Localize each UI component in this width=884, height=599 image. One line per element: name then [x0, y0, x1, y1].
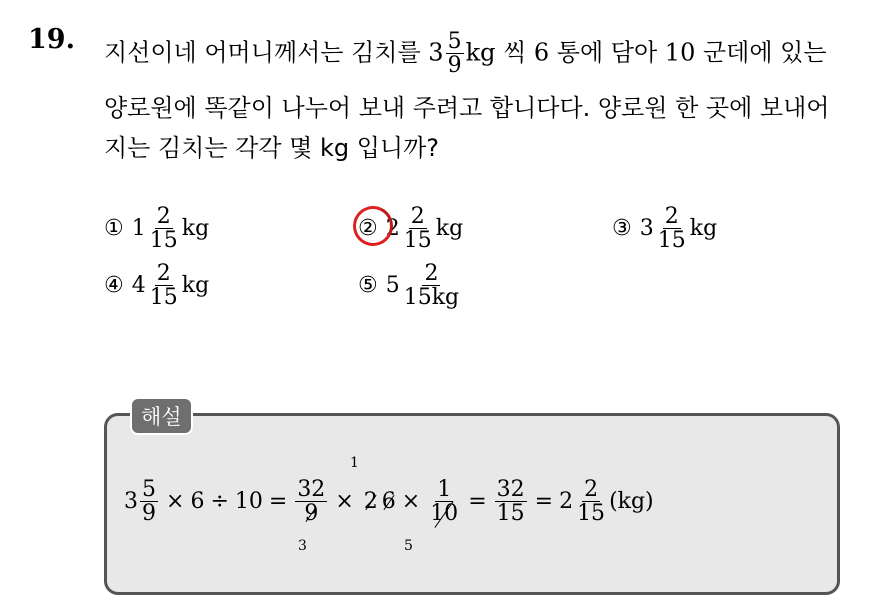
- question-number: 19.: [28, 24, 75, 55]
- cancel-result-denominator: 3: [298, 538, 307, 554]
- option-5[interactable]: ⑤ 5 $\frac{2}{15kg}$: [358, 261, 460, 311]
- option-4[interactable]: ④ 4 $\frac{2}{15}$ kg: [104, 261, 210, 311]
- explanation-equation: 3 $\frac{5}{9}$ × 6 ÷ 10 = $\frac{32}{9}$ × 2 6 × $\frac{1}{10}$ = $\frac{32}{15}$ = 2 $\frac{2}{15}$ (kg): [124, 477, 654, 527]
- explanation-tag: 해설: [130, 397, 193, 435]
- question-line-3: 지는 김치는 각각 몇 kg 입니까?: [104, 134, 440, 162]
- option-1[interactable]: ① 1 $\frac{2}{15}$ kg: [104, 204, 210, 254]
- option-2[interactable]: ② 2 $\frac{2}{15}$ kg: [358, 204, 464, 254]
- question-line-1: 지선이네 어머니께서는 김치를 3 $\frac{5}{9}$ kg 씩 6 통에 담아 10 군데에 있는: [104, 29, 827, 79]
- cancel-result-top: 1: [350, 455, 359, 471]
- option-3[interactable]: ③ 3 $\frac{2}{15}$ kg: [612, 204, 718, 254]
- cancel-result-ten: 5: [404, 538, 413, 554]
- question-line-2: 양로원에 똑같이 나누어 보내 주려고 합니다다. 양로원 한 곳에 보내어: [104, 94, 830, 122]
